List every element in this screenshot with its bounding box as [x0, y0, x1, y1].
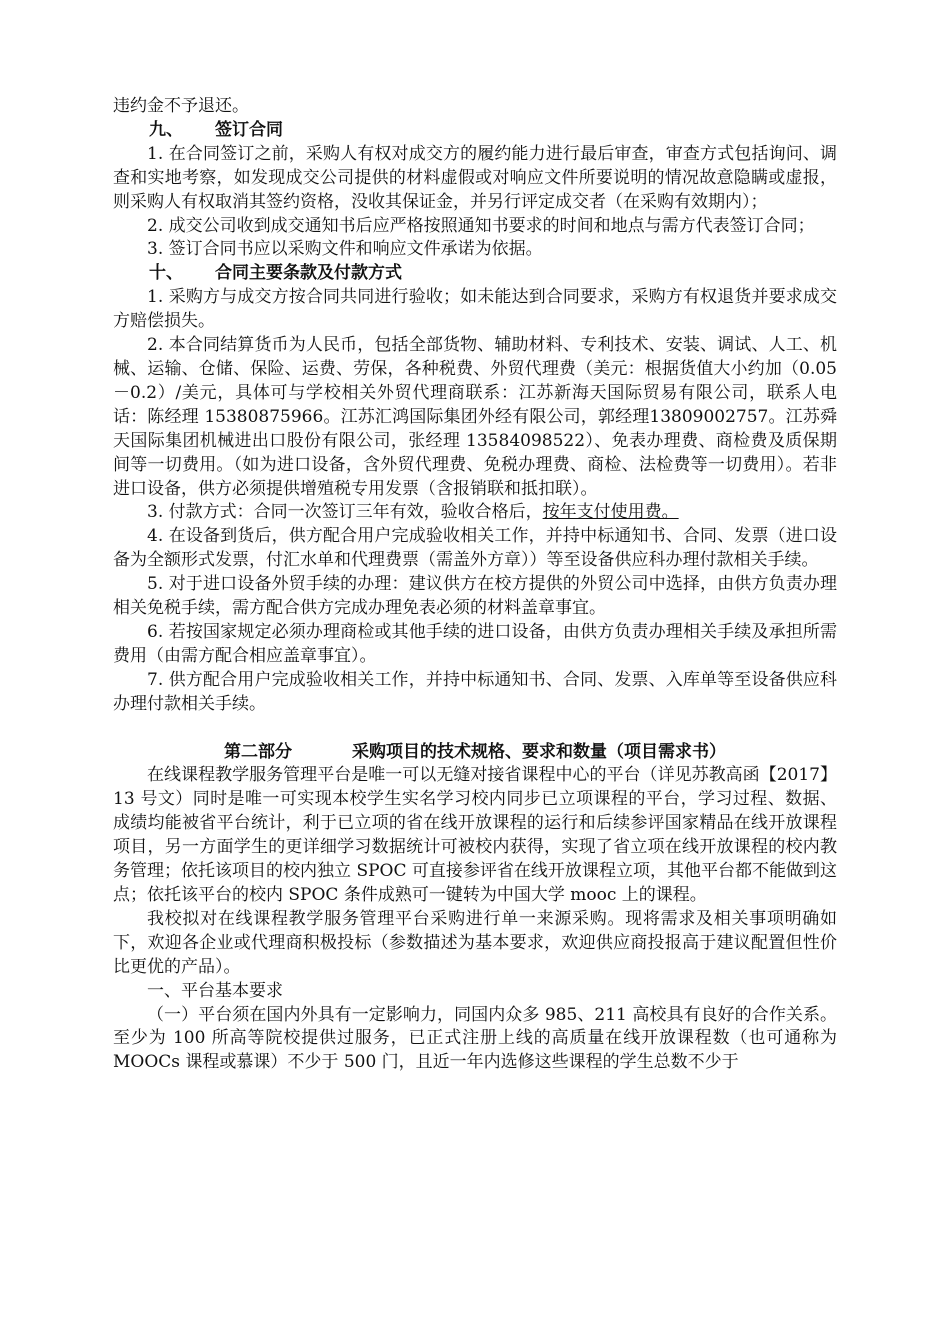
paragraph: 4. 在设备到货后，供方配合用户完成验收相关工作，并持中标通知书、合同、发票（进口设备为全额形式发票，付汇水单和代理费票（需盖外方章））等至设备供应科办理付款相关手续。 — [113, 526, 837, 571]
section-number: 九、 — [149, 119, 183, 140]
document-body — [113, 95, 837, 1075]
section-title: 合同主要条款及付款方式 — [215, 263, 402, 284]
paragraph — [113, 501, 837, 525]
section-heading-10 — [113, 262, 837, 286]
section-heading-9 — [113, 119, 837, 143]
subsection-heading: 一、平台基本要求 — [147, 980, 283, 1001]
paragraph: 1. 采购方与成交方按合同共同进行验收；如未能达到合同要求，采购方有权退货并要求成交方赔偿损失。 — [113, 287, 837, 332]
part-heading — [113, 717, 837, 765]
paragraph: 7. 供方配合用户完成验收相关工作，并持中标通知书、合同、发票、入库单等至设备供应科办理付款相关手续。 — [113, 669, 837, 714]
payment-text: 3. 付款方式：合同一次签订三年有效，验收合格后， — [147, 502, 543, 523]
paragraph: 2. 成交公司收到成交通知书后应严格按照通知书要求的时间和地点与需方代表签订合同； — [147, 215, 815, 236]
part-title: 采购项目的技术规格、要求和数量（项目需求书） — [352, 741, 726, 762]
paragraph: 5. 对于进口设备外贸手续的办理：建议供方在校方提供的外贸公司中选择，由供方负责办理相关免税手续，需方配合供方完成办理免表必须的材料盖章事宜。 — [113, 574, 837, 619]
paragraph: （一）平台须在国内外具有一定影响力，同国内众多 985、211 高校具有良好的合作关系。至少为 100 所高等院校提供过服务，已正式注册上线的高质量在线开放课程数（也可通称为 MOOCs 课程或慕课）不少于 500 门，且近一年内选修这些课程的学生总数不少于 — [113, 1004, 837, 1073]
paragraph: 我校拟对在线课程教学服务管理平台采购进行单一来源采购。现将需求及相关事项明确如下，欢迎各企业或代理商积极投标（参数描述为基本要求，欢迎供应商投报高于建议配置但性价比更优的产品）。 — [113, 908, 837, 977]
paragraph: 3. 签订合同书应以采购文件和响应文件承诺为依据。 — [147, 239, 543, 260]
paragraph: 2. 本合同结算货币为人民币，包括全部货物、辅助材料、专利技术、安装、调试、人工、机械、运输、仓储、保险、运费、劳保，各种税费、外贸代理费（美元：根据货值大小约加（0.05－0.2）/美元，具体可与学校相关外贸代理商联系：江苏新海天国际贸易有限公司，联系人电话：陈经理 15380875966。江苏汇鸿国际集团外经有限公司，郭经理13809002757。江苏舜天国际集团机械进出口股份有限公司，张经理 13584098522）、免表办理费、商检费及质保期间等一切费用。（如为进口设备，含外贸代理费、免税办理费、商检、法检费等一切费用）。若非进口设备，供方必须提供增殖税专用发票（含报销联和抵扣联）。 — [113, 335, 837, 499]
paragraph: 6. 若按国家规定必须办理商检或其他手续的进口设备，由供方负责办理相关手续及承担所需费用（由需方配合相应盖章事宜）。 — [113, 621, 837, 666]
section-number: 十、 — [149, 263, 183, 284]
paragraph: 在线课程教学服务管理平台是唯一可以无缝对接省课程中心的平台（详见苏教高函【2017】13 号文）同时是唯一可实现本校学生实名学习校内同步已立项课程的平台，学习过程、数据、成绩均能被省平台统计，利于已立项的省在线开放课程的运行和后续参评国家精品在线开放课程项目，另一方面学生的更详细学习数据统计可被校内获得，实现了省立项在线开放课程的校内教务管理；依托该项目的校内独立 SPOC 可直接参评省在线开放课程立项，其他平台都不能做到这点；依托该平台的校内 SPOC 条件成熟可一键转为中国大学 mooc 上的课程。 — [113, 765, 837, 905]
section-title: 签订合同 — [215, 119, 283, 140]
underlined-text: 按年支付使用费。 — [542, 502, 679, 523]
part-label: 第二部分 — [224, 741, 292, 762]
paragraph: 违约金不予退还。 — [113, 96, 249, 116]
paragraph: 1. 在合同签订之前，采购人有权对成交方的履约能力进行最后审查，审查方式包括询问、调查和实地考察，如发现成交公司提供的材料虚假或对响应文件所要说明的情况故意隐瞒或虚报，则采购人有权取消其签约资格，没收其保证金，并另行评定成交者（在采购有效期内）； — [113, 143, 837, 212]
